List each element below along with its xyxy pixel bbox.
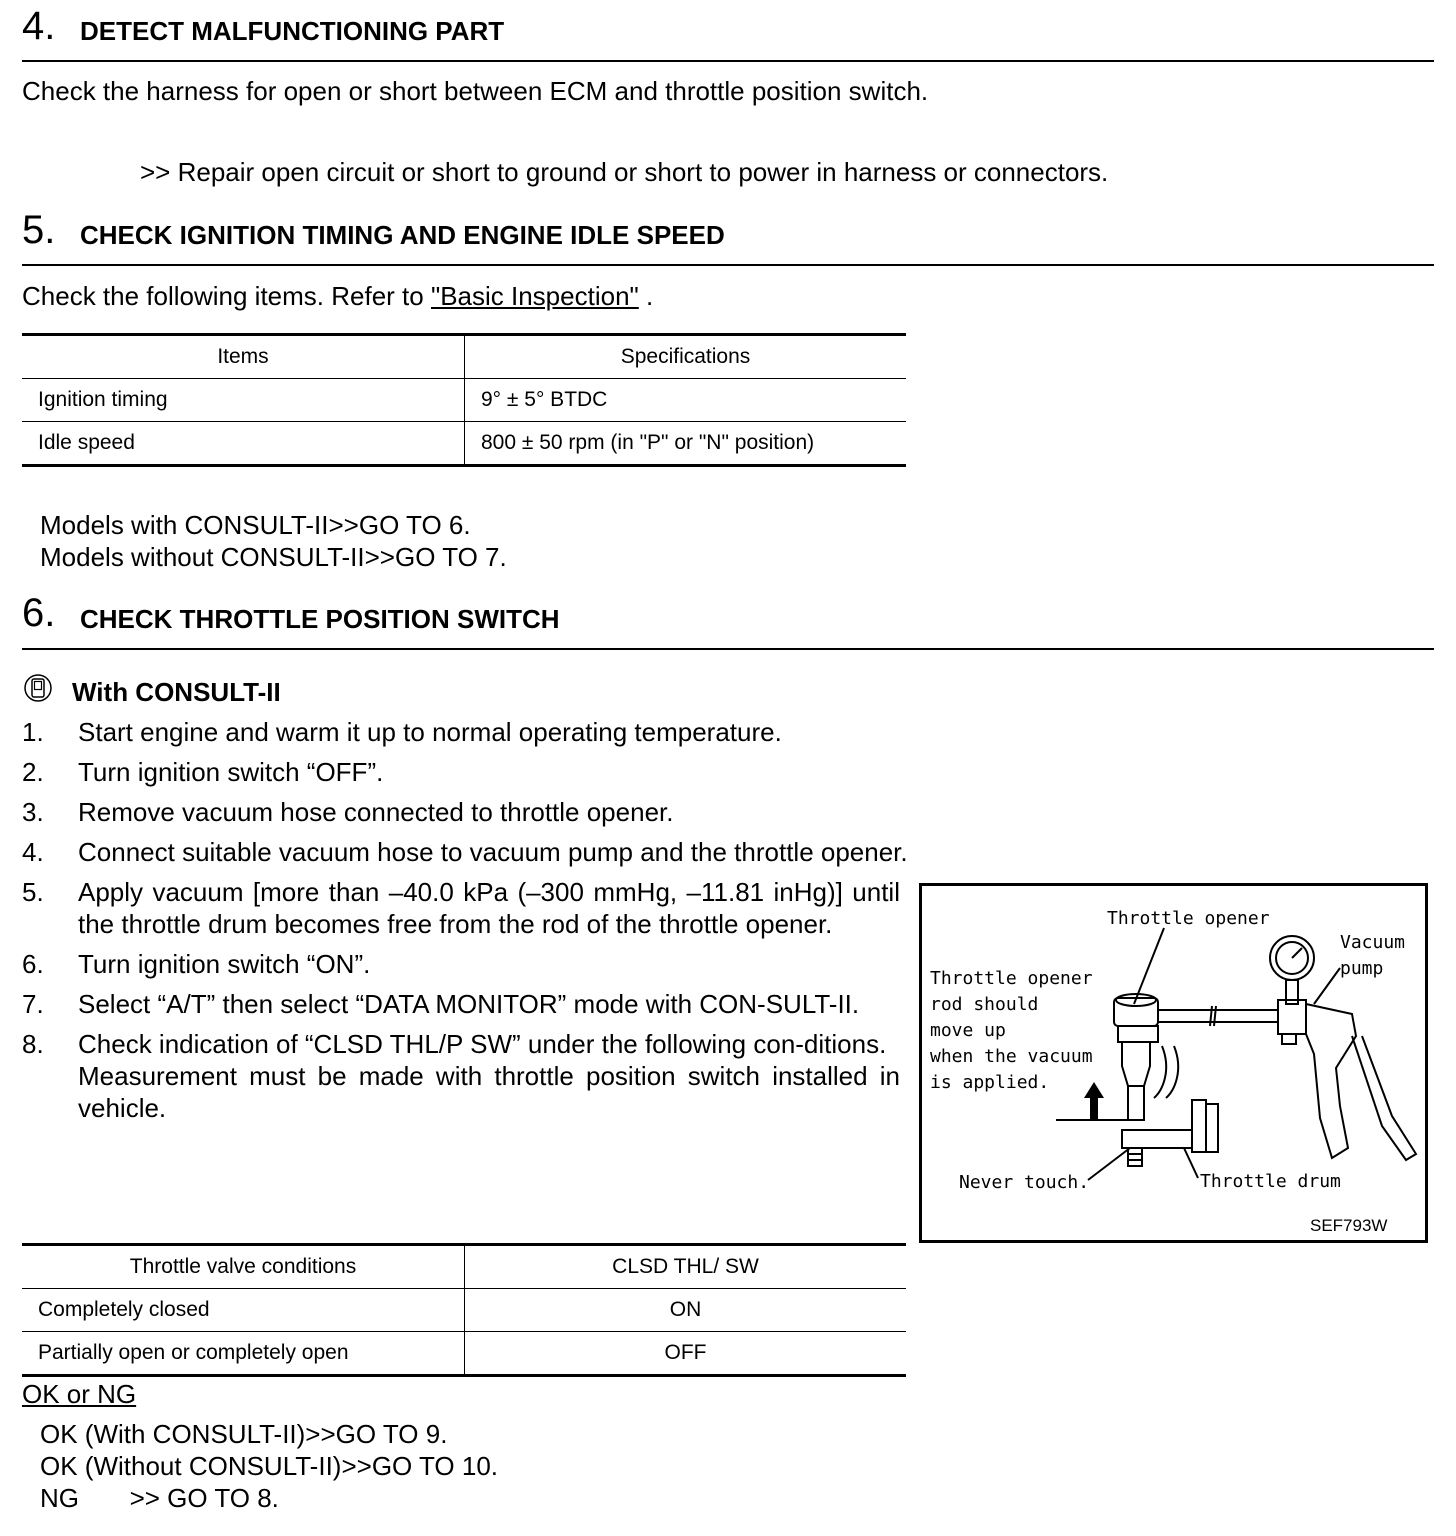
step-5-number: 5. xyxy=(22,208,56,252)
result-ok-with: OK (With CONSULT-II)>>GO TO 9. xyxy=(40,1419,448,1449)
label-throttle-opener: Throttle opener xyxy=(1107,908,1270,929)
table-header: CLSD THL/ SW xyxy=(465,1245,907,1289)
step-6-title: CHECK THROTTLE POSITION SWITCH xyxy=(80,604,560,634)
figure-code: SEF793W xyxy=(1310,1216,1388,1235)
list-item: 7. Select “A/T” then select “DATA MONITOR” mode with CON-SULT-II. xyxy=(22,989,860,1019)
next-with-consult: Models with CONSULT-II>>GO TO 6. xyxy=(40,510,471,540)
list-item: 4. Connect suitable vacuum hose to vacuum pump and the throttle opener. xyxy=(22,837,908,867)
basic-inspection-link[interactable]: "Basic Inspection" xyxy=(430,281,639,311)
table-row xyxy=(22,1289,906,1332)
consult-icon xyxy=(22,672,54,704)
label-vacuum: Vacuum xyxy=(1340,932,1406,953)
table-cell: OFF xyxy=(465,1332,907,1376)
table-cell: Ignition timing xyxy=(38,388,168,411)
step-5-title: CHECK IGNITION TIMING AND ENGINE IDLE SPEED xyxy=(80,220,725,250)
table-header: Throttle valve conditions xyxy=(129,1255,357,1278)
table-row xyxy=(22,422,906,466)
spec-table xyxy=(22,333,906,467)
table-cell: Partially open or completely open xyxy=(38,1341,349,1364)
list-item: 1. Start engine and warm it up to normal operating temperature. xyxy=(22,717,782,747)
label-throttle-drum: Throttle drum xyxy=(1200,1171,1341,1192)
list-item: 5. Apply vacuum [more than –40.0 kPa (–300 mmHg, –11.81 inHg)] until the throttle drum becomes free from the rod of the throttle opener. xyxy=(22,877,900,939)
table-header-row xyxy=(22,1245,906,1289)
table-row xyxy=(22,379,906,422)
label-rod-movement: Throttle opener rod should move up when the vacuum is applied. xyxy=(930,968,1093,1093)
result-ng: NG >> GO TO 8. xyxy=(40,1483,279,1513)
step-4-text: Check the harness for open or short between ECM and throttle position switch. xyxy=(22,76,929,106)
step-4-action: >> Repair open circuit or short to ground or short to power in harness or connectors. xyxy=(140,157,1109,187)
divider xyxy=(22,60,1434,62)
with-consult-heading: With CONSULT-II xyxy=(72,677,281,707)
step-4-number: 4. xyxy=(22,4,56,48)
result-ok-without: OK (Without CONSULT-II)>>GO TO 10. xyxy=(40,1451,499,1481)
label-pump: pump xyxy=(1340,958,1384,979)
table-cell: Completely closed xyxy=(38,1298,210,1321)
next-without-consult: Models without CONSULT-II>>GO TO 7. xyxy=(40,542,507,572)
table-header-row xyxy=(22,335,906,379)
switch-table xyxy=(22,1243,906,1377)
list-item: 3. Remove vacuum hose connected to throttle opener. xyxy=(22,797,674,827)
divider xyxy=(22,264,1434,266)
list-item: 8. Check indication of “CLSD THL/P SW” under the following con-ditions. Measurement must be made with throttle position switch installed in vehicle. xyxy=(22,1029,900,1123)
throttle-opener-figure xyxy=(919,883,1428,1243)
table-header: Specifications xyxy=(465,335,907,379)
list-item: 6. Turn ignition switch “ON”. xyxy=(22,949,371,979)
table-cell: 800 ± 50 rpm (in "P" or "N" position) xyxy=(465,422,907,466)
measurement-note: Measurement must be made with throttle position switch installed in vehicle. xyxy=(78,1061,900,1123)
procedure-list xyxy=(22,716,1022,1132)
table-cell: Idle speed xyxy=(38,431,135,454)
ok-or-ng-label: OK or NG xyxy=(22,1379,137,1409)
table-row xyxy=(22,1332,906,1376)
table-header: Items xyxy=(217,345,269,368)
step-6-number: 6. xyxy=(22,591,56,635)
label-never-touch: Never touch. xyxy=(959,1172,1090,1193)
divider xyxy=(22,648,1434,650)
step-5-text: Check the following items. Refer to "Basic Inspection" . xyxy=(22,281,654,311)
list-item: 2. Turn ignition switch “OFF”. xyxy=(22,757,384,787)
table-cell: 9° ± 5° BTDC xyxy=(465,379,907,422)
step-4-title: DETECT MALFUNCTIONING PART xyxy=(80,16,505,46)
table-cell: ON xyxy=(465,1289,907,1332)
